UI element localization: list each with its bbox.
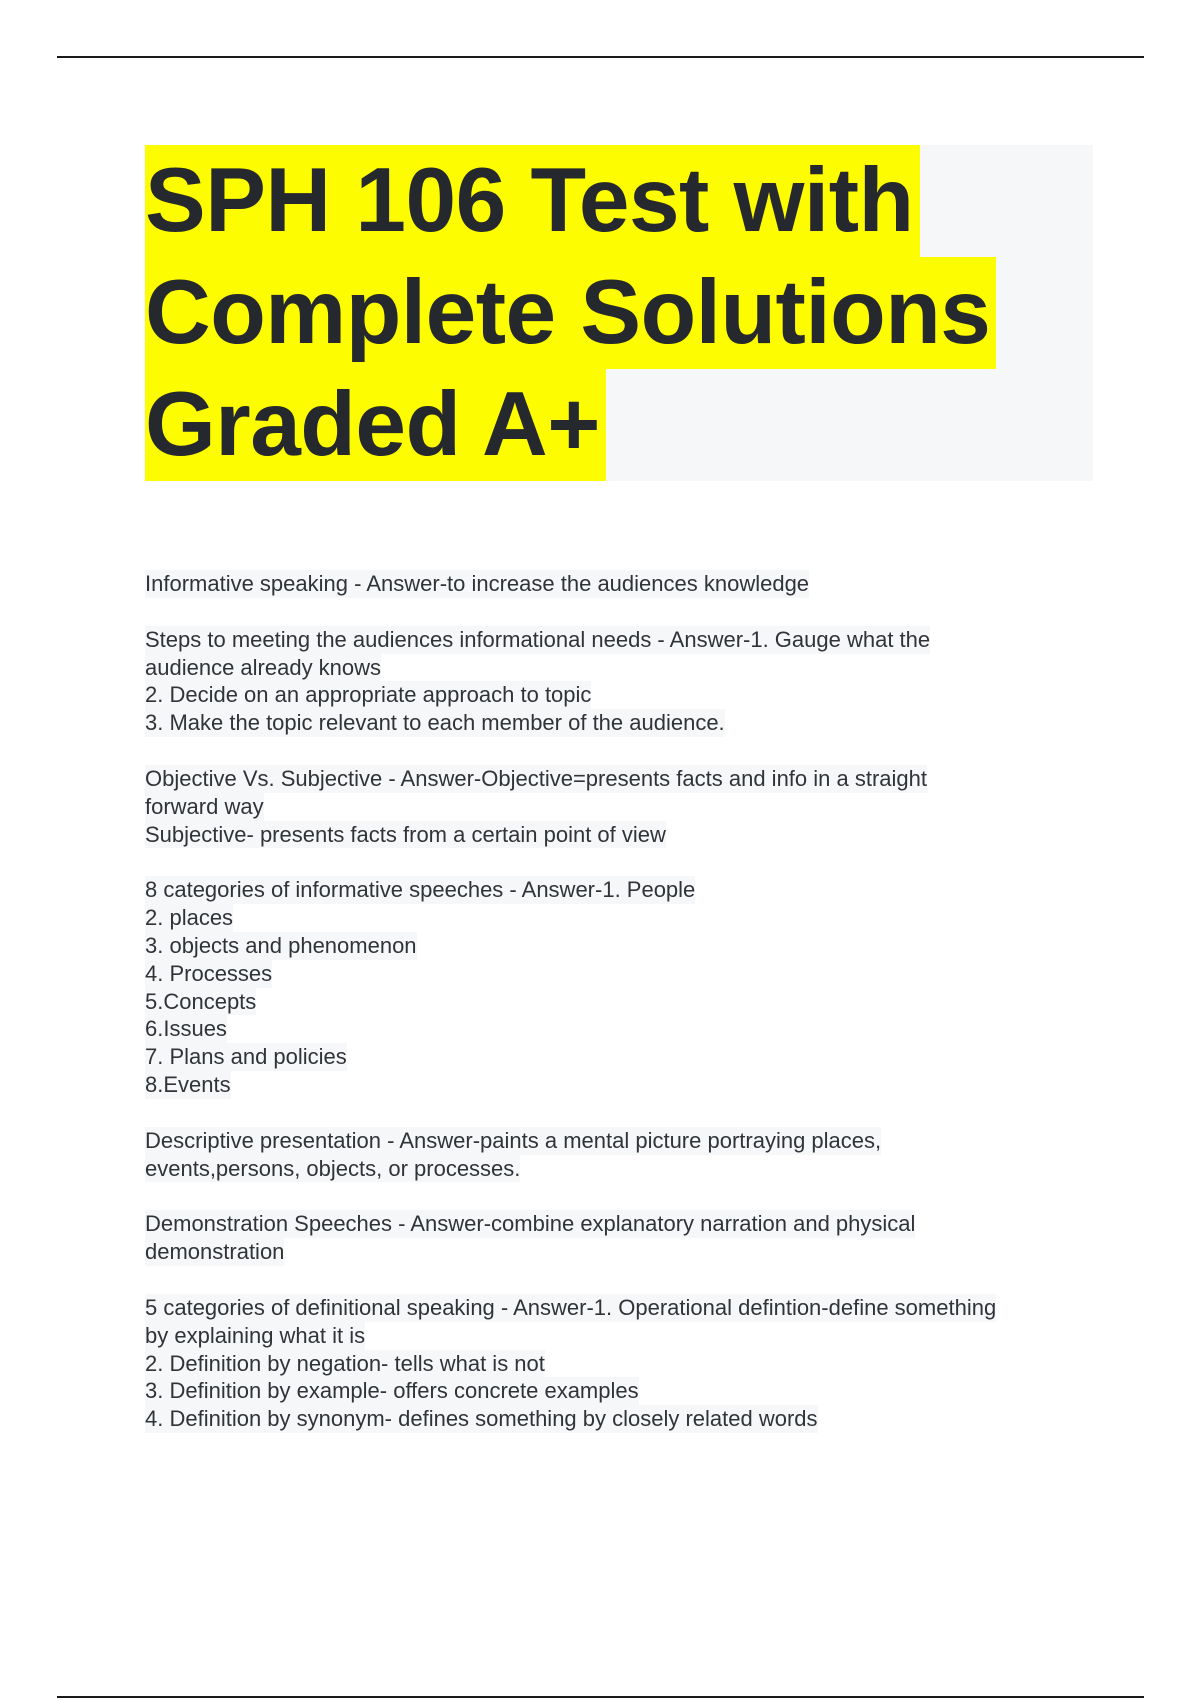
qa-line: 2. Decide on an appropriate approach to topic <box>145 682 592 708</box>
qa-line: forward way <box>145 793 264 819</box>
qa-line: 7. Plans and policies <box>145 1044 347 1070</box>
qa-entry-informative-categories <box>145 876 1095 1098</box>
bottom-rule <box>57 1696 1144 1698</box>
qa-line: demonstration <box>145 1239 285 1265</box>
qa-line: 6.Issues <box>145 1016 227 1042</box>
qa-line: events,persons, objects, or processes. <box>145 1155 521 1181</box>
qa-entry-demonstration-speeches <box>145 1210 1095 1266</box>
title-line: Complete Solutions <box>145 257 996 369</box>
qa-line: 8.Events <box>145 1071 231 1097</box>
qa-line: 2. Definition by negation- tells what is not <box>145 1350 545 1376</box>
qa-line: 3. Make the topic relevant to each member of the audience. <box>145 710 725 736</box>
qa-line: Descriptive presentation - Answer-paints a mental picture portraying places, <box>145 1127 882 1153</box>
qa-line: 3. objects and phenomenon <box>145 932 417 958</box>
qa-line: Objective Vs. Subjective - Answer-Objective=presents facts and info in a straight <box>145 765 927 791</box>
qa-line: 5 categories of definitional speaking - Answer-1. Operational defintion-define something <box>145 1294 997 1320</box>
qa-line: by explaining what it is <box>145 1322 366 1348</box>
qa-entry-informational-needs <box>145 626 1095 737</box>
title-line: Graded A+ <box>145 369 606 481</box>
qa-line: 8 categories of informative speeches - Answer-1. People <box>145 877 696 903</box>
qa-line: Subjective- presents facts from a certain point of view <box>145 821 666 847</box>
qa-entry-informative-speaking <box>145 570 1095 598</box>
qa-line: 3. Definition by example- offers concrete examples <box>145 1378 639 1404</box>
qa-line: Steps to meeting the audiences informational needs - Answer-1. Gauge what the <box>145 626 931 652</box>
qa-line: 4. Definition by synonym- defines something by closely related words <box>145 1406 818 1432</box>
qa-line: Demonstration Speeches - Answer-combine explanatory narration and physical <box>145 1211 916 1237</box>
qa-list <box>145 570 1095 1461</box>
qa-line: 2. places <box>145 905 234 931</box>
title-line: SPH 106 Test with <box>145 145 920 257</box>
top-rule <box>57 56 1144 58</box>
page-title <box>145 145 1093 481</box>
title-block <box>145 145 1093 481</box>
qa-line: Informative speaking - Answer-to increase the audiences knowledge <box>145 571 810 596</box>
qa-entry-definitional-speaking <box>145 1294 1095 1433</box>
qa-line: 5.Concepts <box>145 988 257 1014</box>
qa-entry-objective-subjective <box>145 765 1095 848</box>
qa-entry-descriptive-presentation <box>145 1127 1095 1183</box>
qa-line: audience already knows <box>145 654 382 680</box>
qa-line: 4. Processes <box>145 960 273 986</box>
